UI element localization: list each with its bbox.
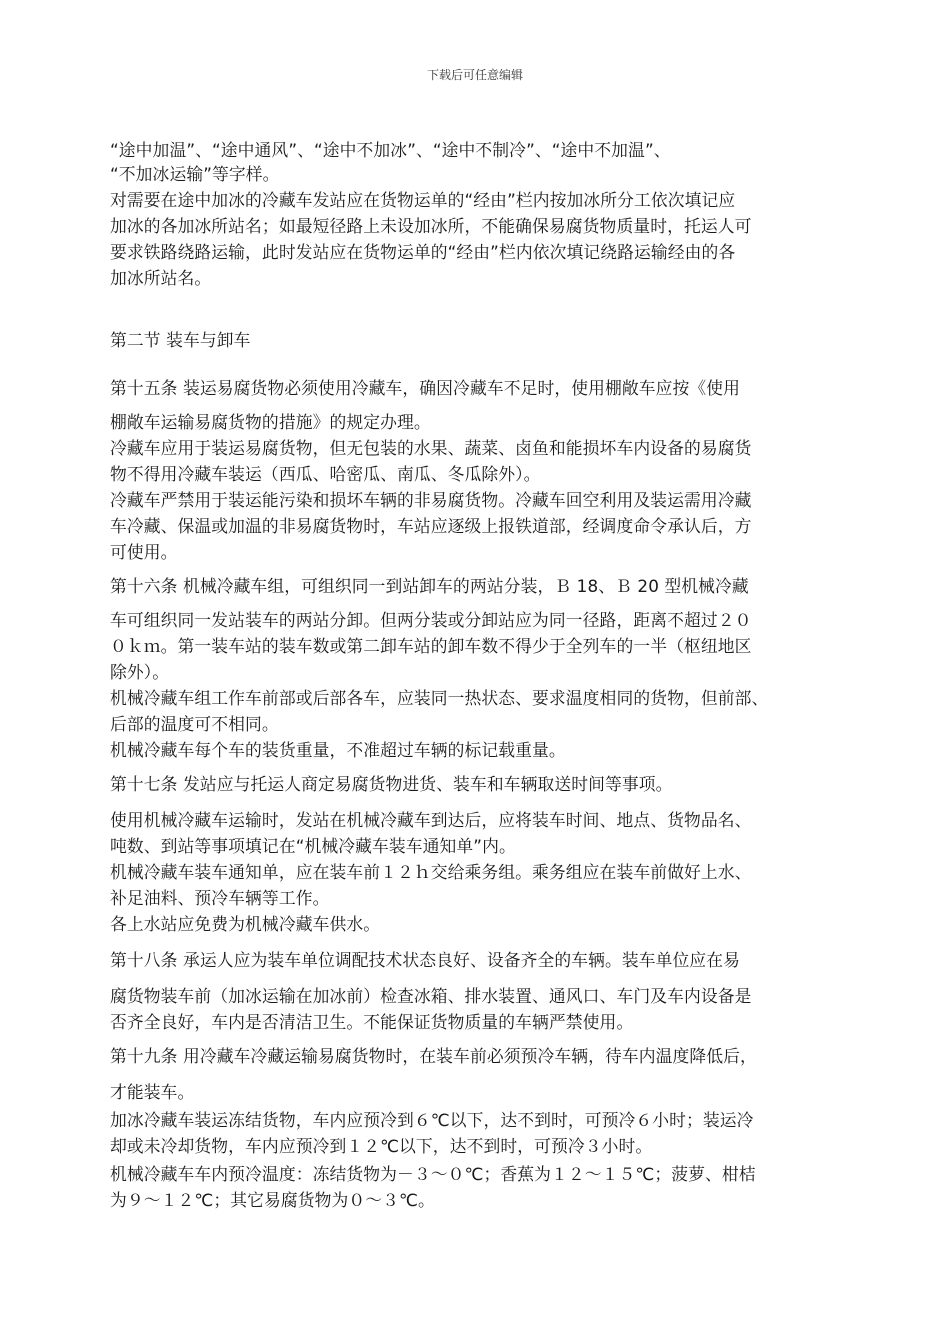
text-line: 才能装车。 xyxy=(110,1082,195,1102)
page-header: 下载后可任意编辑 xyxy=(426,68,523,82)
text-line: 加冰冷藏车装运冻结货物，车内应预冷到６℃以下，达不到时，可预冷６小时；装运冷 xyxy=(110,1110,754,1130)
article-heading: 第十九条 用冷藏车冷藏运输易腐货物时，在装车前必须预冷车辆，待车内温度降低后， xyxy=(110,1046,757,1066)
text-line: 冷藏车应用于装运易腐货物，但无包装的水果、蔬菜、卤鱼和能损坏车内设备的易腐货 xyxy=(110,438,752,458)
article-heading: 第十七条 发站应与托运人商定易腐货物进货、装车和车辆取送时间等事项。 xyxy=(110,774,673,794)
text-line: “途中加温”、“途中通风”、“途中不加冰”、“途中不制冷”、“途中不加温”、 xyxy=(110,140,671,160)
article-heading: 第十五条 装运易腐货物必须使用冷藏车，确因冷藏车不足时，使用棚敞车应按《使用 xyxy=(110,378,741,398)
text-line: 物不得用冷藏车装运（西瓜、哈密瓜、南瓜、冬瓜除外）。 xyxy=(110,464,541,484)
section-heading: 第二节 装车与卸车 xyxy=(110,330,251,350)
text-line: 冷藏车严禁用于装运能污染和损坏车辆的非易腐货物。冷藏车回空利用及装运需用冷藏 xyxy=(110,490,752,510)
text-line: 各上水站应免费为机械冷藏车供水。 xyxy=(110,914,381,934)
text-line: “不加冰运输”等字样。 xyxy=(110,164,280,184)
text-line: 为９～１２℃；其它易腐货物为０～３℃。 xyxy=(110,1190,435,1210)
text-line: 对需要在途中加冰的冷藏车发站应在货物运单的“经由”栏内按加冰所分工依次填记应 xyxy=(110,190,736,210)
text-line: 机械冷藏车车内预冷温度：冻结货物为－３～０℃；香蕉为１２～１５℃；菠萝、柑桔 xyxy=(110,1164,756,1184)
text-line: 棚敞车运输易腐货物的措施》的规定办理。 xyxy=(110,412,431,432)
text-line: 机械冷藏车每个车的装货重量，不准超过车辆的标记载重量。 xyxy=(110,740,566,760)
text-line: 吨数、到站等事项填记在“机械冷藏车装车通知单”内。 xyxy=(110,836,516,856)
text-line: ０ｋｍ。第一装车站的装车数或第二卸车站的卸车数不得少于全列车的一半（枢纽地区 xyxy=(110,636,752,656)
text-line: 使用机械冷藏车运输时，发站在机械冷藏车到达后，应将装车时间、地点、货物品名、 xyxy=(110,810,752,830)
text-line: 却或未冷却货物，车内应预冷到１２℃以下，达不到时，可预冷３小时。 xyxy=(110,1136,653,1156)
text-line: 加冰所站名。 xyxy=(110,268,212,288)
text-line: 可使用。 xyxy=(110,542,178,562)
text-line: 否齐全良好，车内是否清洁卫生。不能保证货物质量的车辆严禁使用。 xyxy=(110,1012,634,1032)
text-line: 要求铁路绕路运输，此时发站应在货物运单的“经由”栏内依次填记绕路运输经由的各 xyxy=(110,242,736,262)
text-line: 除外）。 xyxy=(110,662,170,682)
text-line: 机械冷藏车组工作车前部或后部各车，应装同一热状态、要求温度相同的货物，但前部、 xyxy=(110,688,769,708)
text-line: 加冰的各加冰所站名；如最短径路上未设加冰所，不能确保易腐货物质量时，托运人可 xyxy=(110,216,752,236)
article-heading: 第十八条 承运人应为装车单位调配技术状态良好、设备齐全的车辆。装车单位应在易 xyxy=(110,950,741,970)
article-heading: 第十六条 机械冷藏车组，可组织同一到站卸车的两站分装，Ｂ 18、Ｂ 20 型机械冷藏 xyxy=(110,576,749,596)
text-line: 车可组织同一发站装车的两站分卸。但两分装或分卸站应为同一径路，距离不超过２０ xyxy=(110,610,752,630)
text-line: 后部的温度可不相同。 xyxy=(110,714,279,734)
text-line: 机械冷藏车装车通知单，应在装车前１２ｈ交给乘务组。乘务组应在装车前做好上水、 xyxy=(110,862,752,882)
text-line: 车冷藏、保温或加温的非易腐货物时，车站应逐级上报铁道部，经调度命令承认后，方 xyxy=(110,516,752,536)
text-line: 补足油料、预冷车辆等工作。 xyxy=(110,888,330,908)
text-line: 腐货物装车前（加冰运输在加冰前）检查冰箱、排水装置、通风口、车门及车内设备是 xyxy=(110,986,752,1006)
